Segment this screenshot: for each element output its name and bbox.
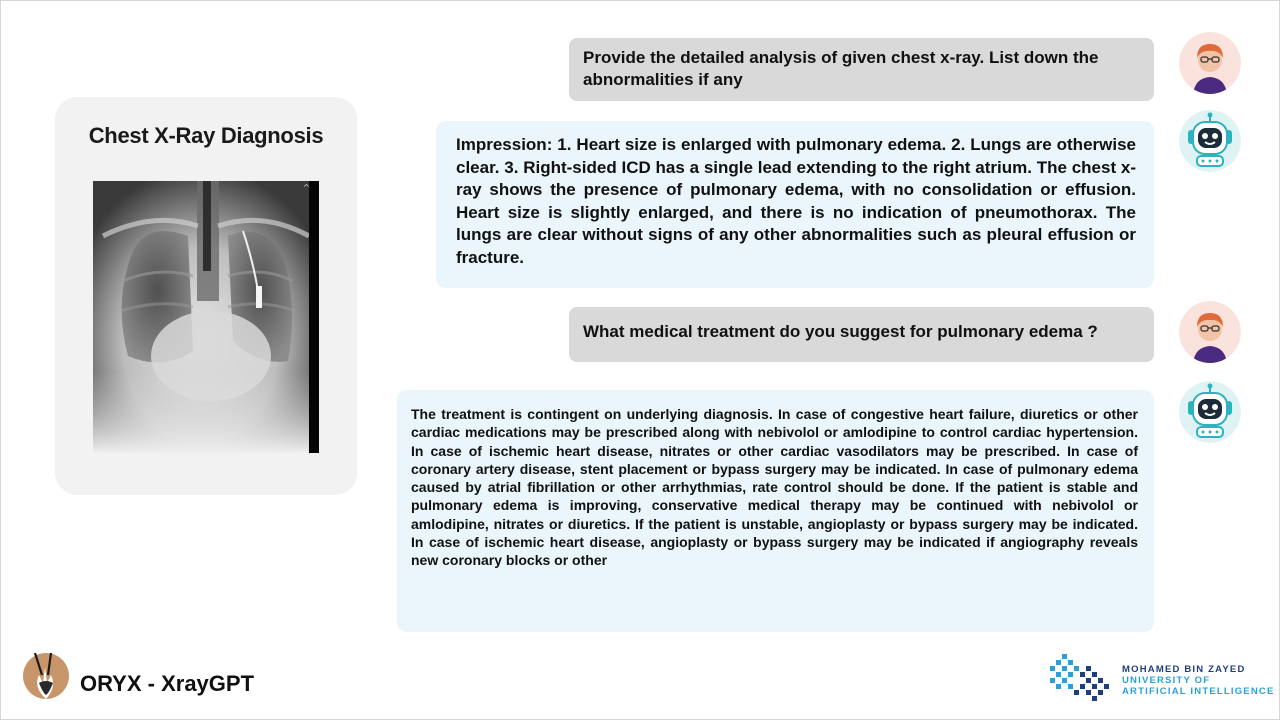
chat-message-text: The treatment is contingent on underlying diagnosis. In case of congestive heart failure, diuretics or other cardiac medications may be prescribed along with nebivolol or amlodipine to control cardiac hypertension. In case of ischemic heart disease, nitrates or other cardiac vasodilators may be prescribed. In case of coronary artery disease, stent placement or bypass surgery may be indicated. In case of pulmonary edema caused by atrial fibrillation or other arrhythmias, rate control should be done. If the patient is stable and pulmonary edema is improving, conservative medical therapy may be continued with nebivolol or amlodipine, nitrates or diuretics. If the patient is unstable, angioplasty or bypass surgery may be indicated. In case of ischemic heart disease, angioplasty or bypass surgery may be indicated if angiography reveals new coronary blocks or other — [411, 406, 1138, 569]
university-name — [1122, 664, 1275, 697]
chat-message-assistant — [436, 121, 1154, 288]
app-name: ORYX - XrayGPT — [80, 671, 255, 696]
university-name-line1: MOHAMED BIN ZAYED — [1122, 664, 1246, 675]
chat-message-text: Provide the detailed analysis of given chest x-ray. List down the abnormalities if any — [583, 48, 1099, 89]
chat-message-text: Impression: 1. Heart size is enlarged with pulmonary edema. 2. Lungs are otherwise clear. 3. Right-sided ICD has a single lead extending to the right atrium. The chest x-ray shows the presence of pulmonary edema, with no consolidation or effusion. Heart size is slightly enlarged, and there is no indication of pneumothorax. The lungs are clear without signs of any other abnormalities such as pleural effusion or fracture. — [456, 135, 1136, 267]
university-logo-icon — [1048, 652, 1114, 706]
user-avatar-icon — [1179, 301, 1241, 363]
chat-message-text: What medical treatment do you suggest for pulmonary edema ? — [583, 322, 1098, 341]
chat-message-assistant — [397, 390, 1154, 632]
xray-panel — [55, 97, 357, 495]
university-name-line3: ARTIFICIAL INTELLIGENCE — [1122, 686, 1275, 697]
xray-panel-title: Chest X-Ray Diagnosis — [88, 123, 324, 148]
bot-avatar-icon — [1179, 381, 1241, 443]
bot-avatar-icon — [1179, 110, 1241, 172]
chest-xray-image — [93, 181, 319, 453]
chat-message-user — [569, 38, 1154, 101]
university-name-line2: UNIVERSITY OF — [1122, 675, 1211, 686]
oryx-logo-icon — [23, 653, 69, 699]
user-avatar-icon — [1179, 32, 1241, 94]
svg-text:^: ^ — [303, 183, 310, 192]
chat-message-user — [569, 307, 1154, 362]
